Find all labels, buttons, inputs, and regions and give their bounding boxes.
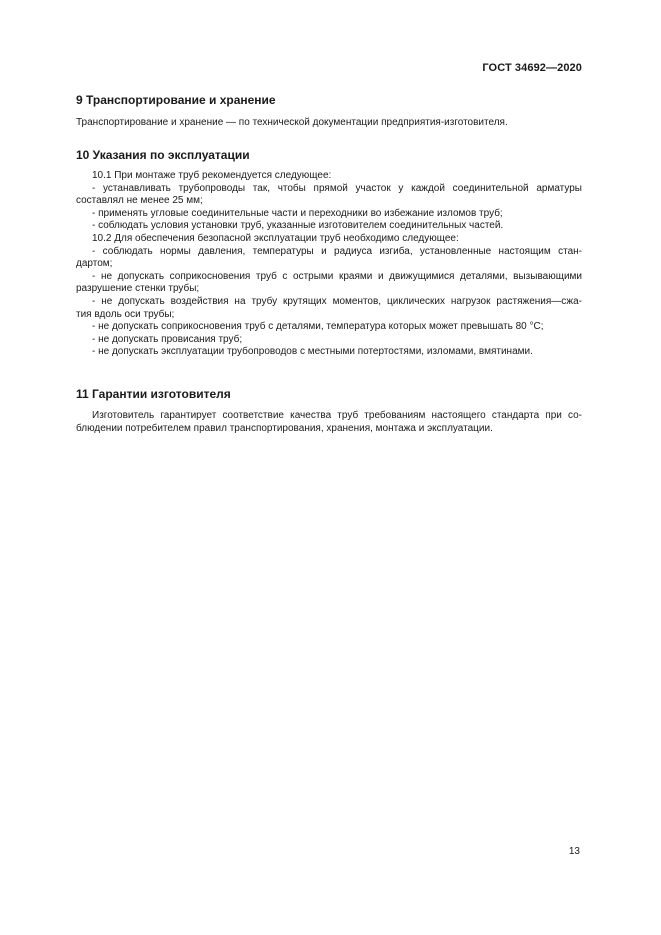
document-code: ГОСТ 34692—2020 xyxy=(482,62,582,74)
paragraph-line: блюдении потребителем правил транспортирования, хранения, монтажа и эксплуатации. xyxy=(76,422,493,434)
paragraph-line: - устанавливать трубопроводы так, чтобы прямой участок у каждой соединительной арматуры xyxy=(92,182,582,194)
section-9-body xyxy=(76,117,582,130)
paragraph-line: дартом; xyxy=(76,258,113,270)
section-10-title: 10 Указания по эксплуатации xyxy=(76,148,250,162)
paragraph-line: - не допускать провисания труб; xyxy=(92,333,243,345)
paragraph-line: - соблюдать нормы давления, температуры и радиуса изгиба, установленные настоящим стан- xyxy=(92,245,582,257)
section-11-title: 11 Гарантии изготовителя xyxy=(76,387,231,401)
paragraph-line: Изготовитель гарантирует соответствие качества труб требованиям настоящего стандарта при со- xyxy=(92,410,582,421)
section-9 xyxy=(76,93,582,107)
paragraph-line: - не допускать воздействия на трубу крутящих моментов, циклических нагрузок растяжения—сжа- xyxy=(92,295,582,307)
section-11 xyxy=(76,387,582,401)
paragraph-line: - применять угловые соединительные части и переходники во избежание изломов труб; xyxy=(92,207,503,219)
paragraph-line: 10.1 При монтаже труб рекомендуется следующее: xyxy=(92,170,332,181)
section-10 xyxy=(76,148,582,162)
paragraph-line: - не допускать эксплуатации трубопроводов с местными потертостями, изломами, вмятинами. xyxy=(92,346,533,358)
paragraph-line: - соблюдать условия установки труб, указанные изготовителем соединительных частей. xyxy=(92,220,504,232)
page-number: 13 xyxy=(568,846,580,857)
section-9-title: 9 Транспортирование и хранение xyxy=(76,93,276,107)
paragraph-line: - не допускать соприкосновения труб с острыми краями и движущимися деталями, вызывающими xyxy=(92,270,582,282)
section-11-body xyxy=(76,410,582,435)
paragraph-line: составлял не менее 25 мм; xyxy=(76,195,203,207)
paragraph-line: 10.2 Для обеспечения безопасной эксплуатации труб необходимо следующее: xyxy=(92,232,459,244)
paragraph-line: - не допускать соприкосновения труб с деталями, температура которых может превышать 80 °С; xyxy=(92,321,544,333)
section-9-text: Транспортирование и хранение — по технической документации предприятия-изготовителя. xyxy=(76,117,508,128)
paragraph-line: тия вдоль оси трубы; xyxy=(76,308,175,320)
section-10-body xyxy=(76,170,582,359)
paragraph-line: разрушение стенки трубы; xyxy=(76,283,200,295)
